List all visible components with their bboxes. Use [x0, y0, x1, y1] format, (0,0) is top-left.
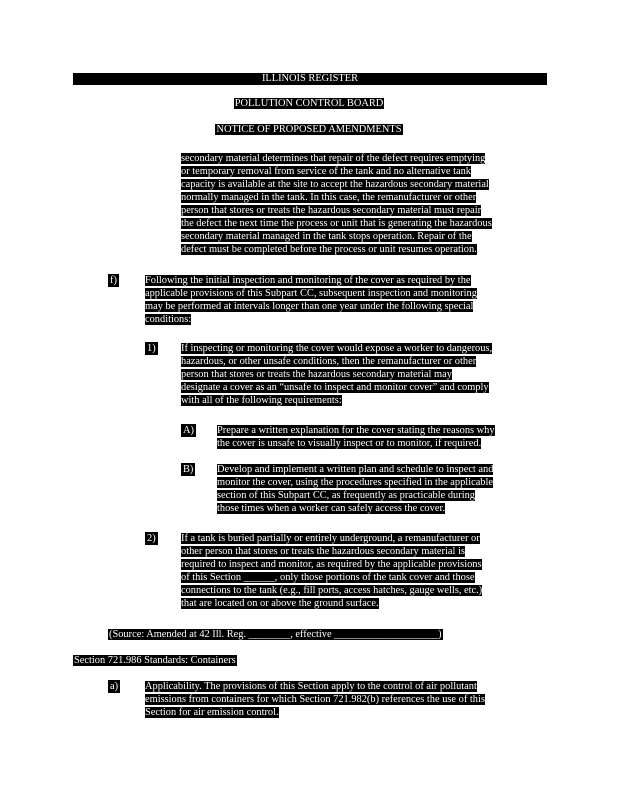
source-note: [108, 628, 443, 641]
text-line: Following the initial inspection and monitoring of the cover as required by the: [145, 275, 471, 286]
text-line: the defect the next time the process or unit that is generating the hazardous: [181, 218, 492, 229]
text-line: of this Section ______, only those portions of the tank cover and those: [181, 572, 475, 583]
text-line: applicable provisions of this Subpart CC, subsequent inspection and monitoring: [145, 288, 477, 299]
text-line: the cover is unsafe to visually inspect or to monitor, if required.: [217, 438, 482, 449]
register-title: ILLINOIS REGISTER: [261, 73, 359, 84]
board-title: [0, 98, 618, 110]
item-B-text: [217, 463, 493, 515]
text-line: If inspecting or monitoring the cover would expose a worker to dangerous,: [181, 343, 493, 354]
item-a-label: a): [110, 681, 119, 692]
paragraph-continuation: [181, 152, 492, 256]
item-a-text: [145, 680, 485, 719]
text-line: Section for air emission control.: [145, 707, 279, 718]
source-note-text: (Source: Amended at 42 Ill. Reg. ________, effective ____________________): [109, 629, 442, 640]
text-line: those times when a worker can safely access the cover.: [217, 503, 445, 514]
item-1-label: 1): [147, 343, 156, 354]
item-f-label: f): [110, 275, 117, 286]
notice-title: [0, 124, 618, 136]
text-line: monitor the cover, using the procedures specified in the applicable: [217, 477, 493, 488]
text-line: If a tank is buried partially or entirely underground, a remanufacturer or: [181, 533, 480, 544]
item-f-text: [145, 274, 477, 326]
text-line: capacity is available at the site to accept the hazardous secondary material: [181, 179, 489, 190]
section-heading-text: Section 721.986 Standards: Containers: [74, 655, 236, 666]
text-line: person that stores or treats the hazardous secondary material must repair: [181, 205, 482, 216]
text-line: normally managed in the tank. In this case, the remanufacturer or other: [181, 192, 477, 203]
text-line: other person that stores or treats the hazardous secondary material is: [181, 546, 465, 557]
item-2-label: 2): [147, 533, 156, 544]
text-line: person that stores or treats the hazardous secondary material may: [181, 369, 452, 380]
text-line: connections to the tank (e.g., fill ports, access hatches, gauge wells, etc.): [181, 585, 483, 596]
notice-title-text: NOTICE OF PROPOSED AMENDMENTS: [216, 124, 402, 135]
board-title-text: POLLUTION CONTROL BOARD: [234, 98, 384, 109]
text-line: required to inspect and monitor, as required by the applicable provisions: [181, 559, 482, 570]
item-A-text: [217, 424, 495, 450]
text-line: with all of the following requirements:: [181, 395, 342, 406]
item-1-text: [181, 342, 492, 407]
text-line: conditions:: [145, 314, 192, 325]
item-A-label: A): [183, 425, 194, 436]
text-line: that are located on or above the ground surface.: [181, 598, 379, 609]
text-line: or temporary removal from service of the tank and no alternative tank: [181, 166, 471, 177]
text-line: defect must be completed before the process or unit resumes operation.: [181, 244, 477, 255]
text-line: Prepare a written explanation for the cover stating the reasons why: [217, 425, 495, 436]
text-line: secondary material managed in the tank stops operation. Repair of the: [181, 231, 472, 242]
text-line: may be performed at intervals longer than one year under the following special: [145, 301, 474, 312]
text-line: emissions from containers for which Section 721.982(b) references the use of this: [145, 694, 485, 705]
text-line: section of this Subpart CC, as frequently as practicable during: [217, 490, 475, 501]
item-2-text: [181, 532, 482, 610]
text-line: Applicability. The provisions of this Section apply to the control of air pollutant: [145, 681, 477, 692]
text-line: Develop and implement a written plan and schedule to inspect and: [217, 464, 494, 475]
section-heading: [73, 654, 237, 667]
text-line: hazardous, or other unsafe conditions, then the remanufacturer or other: [181, 356, 477, 367]
text-line: secondary material determines that repair of the defect requires emptying: [181, 153, 486, 164]
item-B-label: B): [183, 464, 194, 475]
text-line: designate a cover as an “unsafe to inspect and monitor cover” and comply: [181, 382, 489, 393]
